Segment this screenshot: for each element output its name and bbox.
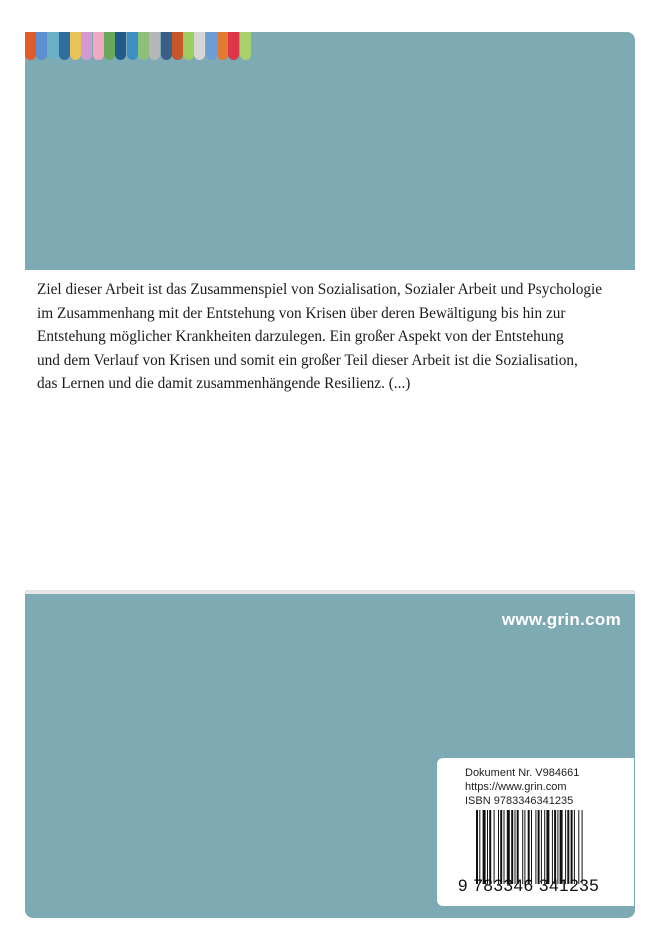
blurb-line: im Zusammenhang mit der Entstehung von Krisen über deren Bewältigung bis hin zur: [37, 304, 566, 322]
barcode-bar: [531, 810, 532, 884]
blurb-text: [37, 278, 627, 396]
barcode-bar: [560, 810, 563, 884]
color-stripe: [81, 32, 92, 60]
color-stripe: [70, 32, 81, 60]
barcode-bar: [557, 810, 558, 884]
barcode-bar: [567, 810, 569, 884]
barcode-bar: [524, 810, 525, 884]
barcode-bar: [498, 810, 499, 884]
barcode-bar: [489, 810, 491, 884]
color-stripe: [93, 32, 104, 60]
color-stripe: [138, 32, 149, 60]
barcode-bar: [538, 810, 540, 884]
document-number: Dokument Nr. V984661: [465, 767, 580, 779]
color-stripe: [183, 32, 194, 60]
barcode-bar: [517, 810, 519, 884]
barcode-bar: [522, 810, 523, 884]
color-stripe: [228, 32, 239, 60]
barcode-bar: [487, 810, 488, 884]
publisher-url: www.grin.com: [501, 610, 621, 629]
color-stripe: [161, 32, 172, 60]
isbn-line: ISBN 9783346341235: [465, 795, 574, 807]
color-stripe: [149, 32, 160, 60]
barcode-bar: [554, 810, 556, 884]
barcode-bar: [515, 810, 516, 884]
barcode-bar: [511, 810, 513, 884]
barcode-bar: [541, 810, 542, 884]
cover-top-panel: [25, 32, 635, 270]
blurb-line: das Lernen und die damit zusammenhängende Resilienz. (...): [37, 375, 411, 393]
color-stripe: [127, 32, 138, 60]
barcode-bar: [507, 810, 510, 884]
blurb-line: Entstehung möglicher Krankheiten darzulegen. Ein großer Aspekt von der Entstehung: [37, 328, 564, 346]
barcode-bar: [528, 810, 530, 884]
barcode-bar: [504, 810, 505, 884]
document-website: https://www.grin.com: [465, 781, 567, 793]
color-stripe: [59, 32, 70, 60]
barcode-bar: [476, 810, 478, 884]
barcode-bar: [479, 810, 480, 884]
barcode-bar: [565, 810, 566, 884]
barcode-bar: [483, 810, 486, 884]
color-stripe: [217, 32, 228, 60]
barcode-bar: [544, 810, 545, 884]
isbn-digits: 9 783346 341235: [458, 876, 600, 895]
color-stripes: [25, 32, 251, 60]
barcode-box: [437, 758, 634, 906]
barcode-icon: [476, 810, 624, 884]
color-stripe: [194, 32, 205, 60]
color-stripe: [36, 32, 47, 60]
document-meta: [465, 766, 579, 808]
color-stripe: [48, 32, 59, 60]
barcode-bar: [494, 810, 495, 884]
color-stripe: [115, 32, 126, 60]
blurb-line: Ziel dieser Arbeit ist das Zusammenspiel von Sozialisation, Sozialer Arbeit und Psychologie: [37, 281, 603, 298]
color-stripe: [104, 32, 115, 60]
barcode-bar: [582, 810, 583, 884]
barcode-bar: [574, 810, 575, 884]
color-stripe: [25, 32, 36, 60]
color-stripe: [206, 32, 217, 60]
color-stripe: [172, 32, 183, 60]
color-stripe: [240, 32, 251, 60]
barcode-bar: [578, 810, 579, 884]
blurb-line: und dem Verlauf von Krisen und somit ein großer Teil dieser Arbeit ist die Sozialisation,: [37, 351, 578, 369]
barcode-bar: [571, 810, 573, 884]
barcode-bar: [552, 810, 553, 884]
barcode-bar: [535, 810, 536, 884]
barcode-bar: [500, 810, 502, 884]
barcode-bar: [546, 810, 549, 884]
